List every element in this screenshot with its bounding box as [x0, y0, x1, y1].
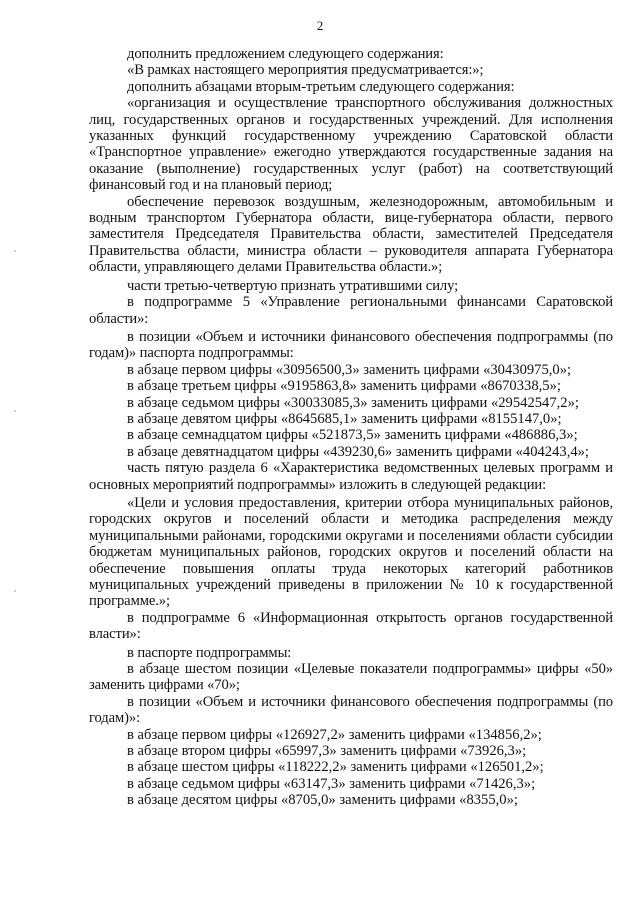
paragraph: в подпрограмме 6 «Информационная открытость органов государственной власти»: [89, 609, 613, 643]
list-item: в абзаце шестом цифры «118222,2» заменить цифрами «126501,2»; [127, 759, 544, 776]
paragraph: часть пятую раздела 6 «Характеристика ведомственных целевых программ и основных мероприятий подпрограммы» изложить в следующей редакции: [89, 460, 613, 493]
list-item: в абзаце третьем цифры «9195863,8» заменить цифрами «8670338,5»; [127, 378, 561, 395]
scan-speck [14, 410, 16, 412]
list-item: в абзаце десятом цифры «8705,0» заменить цифрами «8355,0»; [127, 792, 518, 809]
scan-speck [14, 250, 16, 252]
paragraph: в позиции «Объем и источники финансового обеспечения подпрограммы (по годам)» паспорта подпрограммы: [89, 328, 613, 362]
list-item: в абзаце седьмом цифры «30033085,3» заменить цифрами «29542547,2»; [127, 394, 579, 411]
list-item: в абзаце седьмом цифры «63147,3» заменить цифрами «71426,3»; [127, 775, 536, 792]
list-item: в абзаце первом цифры «30956500,3» заменить цифрами «30430975,0»; [127, 361, 572, 378]
paragraph: части третью-четвертую признать утратившими силу; [127, 277, 459, 294]
document-body [89, 46, 613, 809]
list-item: в абзаце первом цифры «126927,2» заменить цифрами «134856,2»; [127, 726, 542, 743]
list-item: в абзаце семнадцатом цифры «521873,5» заменить цифрами «486886,3»; [127, 427, 578, 444]
list-item: в абзаце девятнадцатом цифры «439230,6» заменить цифрами «404243,4»; [127, 443, 589, 460]
paragraph: в позиции «Объем и источники финансового обеспечения подпрограммы (по годам)»: [89, 693, 613, 727]
amendment-list [89, 727, 613, 809]
amendment-list [89, 362, 613, 460]
list-item: в абзаце втором цифры «65997,3» заменить цифрами «73926,3»; [127, 743, 527, 760]
page-number: 2 [316, 18, 324, 33]
paragraph: в абзаце шестом позиции «Целевые показатели подпрограммы» цифры «50» заменить цифрами «70»; [89, 661, 613, 694]
paragraph: дополнить предложением следующего содержания: [127, 46, 444, 62]
paragraph: «В рамках настоящего мероприятия предусматривается:»; [127, 62, 484, 79]
paragraph: «организация и осуществление транспортного обслуживания должностных лиц, государственных органов и государственных учреждений. Для исполнения указанных функций государственному учреждению Саратовской области «Транспортное управление» ежегодно утверждаются государственные задания на оказание (выполнение) государственных услуг (работ) на соответствующий финансовый год и на плановый период; [89, 95, 613, 194]
paragraph: дополнить абзацами вторым-третьим следующего содержания: [127, 78, 515, 95]
list-item: в абзаце девятом цифры «8645685,1» заменить цифрами «8155147,0»; [127, 410, 562, 427]
paragraph: в подпрограмме 5 «Управление региональными финансами Саратовской области»: [89, 294, 613, 327]
paragraph: обеспечение перевозок воздушным, железнодорожным, автомобильным и водным транспортом Губернатора области, вице-губернатора области, первого заместителя Председателя Правительства области, заместителей Председателя Правительства области, министра области – руководителя аппарата Губернатора области, управляющего делами Правительства области.»; [89, 193, 613, 276]
scan-speck [14, 590, 16, 592]
paragraph: в паспорте подпрограммы: [127, 644, 292, 661]
paragraph: «Цели и условия предоставления, критерии отбора муниципальных районов, городских округов и поселений области и методика распределения между муниципальными районами, городскими округами и поселениями области субсидии бюджетам муниципальных районов, городских округов и поселений области на обеспечение повышения оплаты труда некоторых категорий работников муниципальных учреждений приведены в приложении № 10 к государственной программе.»; [89, 494, 613, 610]
